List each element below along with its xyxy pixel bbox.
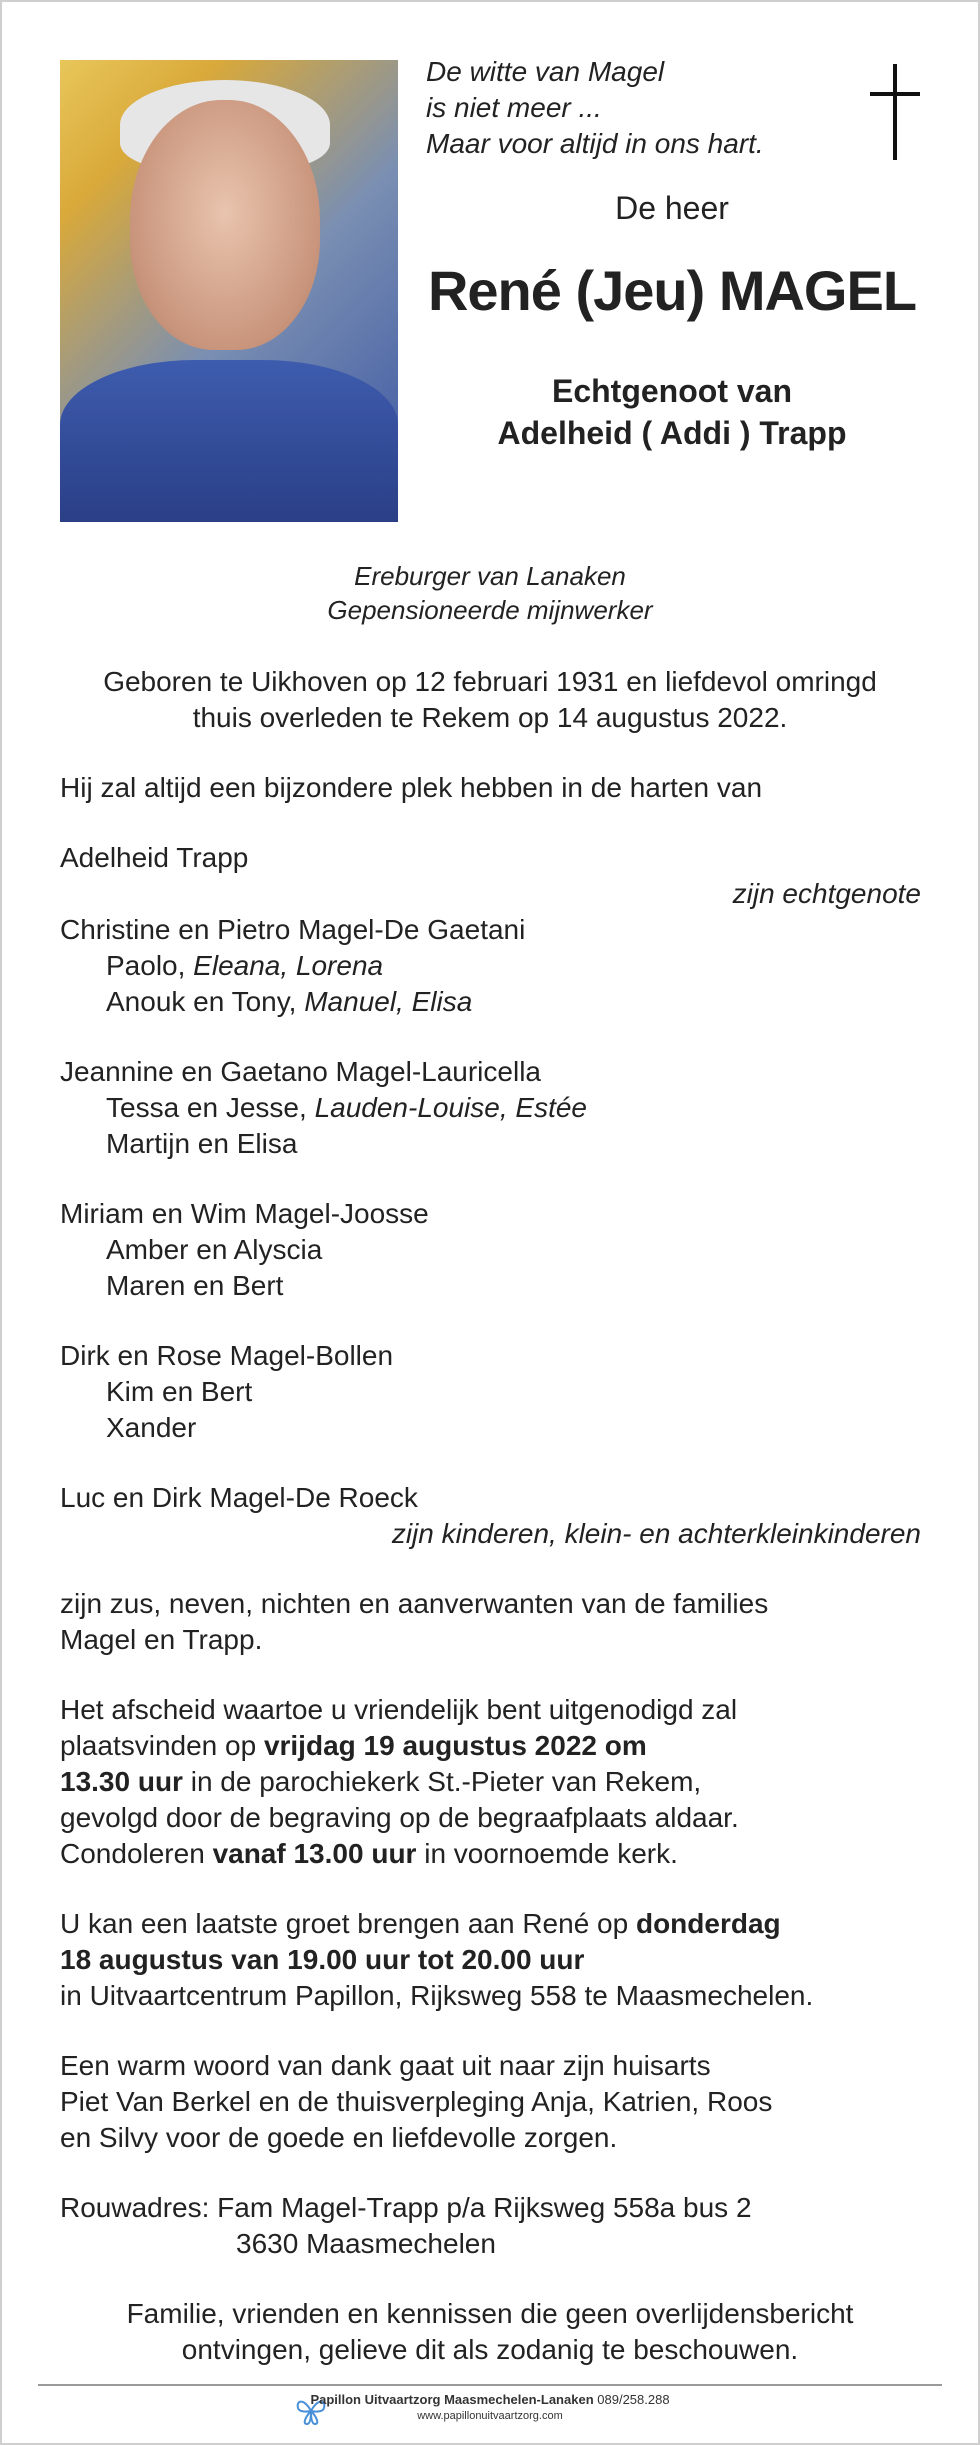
footer-divider xyxy=(38,2384,942,2386)
condolence-time: vanaf 13.00 uur xyxy=(212,1838,417,1869)
member-children: Eleana, Lorena xyxy=(193,950,384,981)
birth-line: Geboren te Uikhoven op 12 februari 1931 en liefdevol omringd xyxy=(103,666,877,697)
family-member xyxy=(106,1126,297,1162)
cross-icon xyxy=(870,64,920,160)
spouse-line: Adelheid ( Addi ) Trapp xyxy=(497,415,847,451)
member-children: Lauden-Louise, Estée xyxy=(314,1092,587,1123)
family-member xyxy=(106,1410,196,1446)
ceremony-line: plaatsvinden op vrijdag 19 augustus 2022 om xyxy=(60,1730,647,1761)
member-text: Anouk en Tony, xyxy=(106,986,305,1017)
poem xyxy=(426,54,764,162)
poem-line: Maar voor altijd in ons hart. xyxy=(426,128,764,159)
poem-line: is niet meer ... xyxy=(426,92,602,123)
member-text: Kim en Bert xyxy=(106,1376,253,1407)
visit-line xyxy=(60,1942,584,1978)
footer xyxy=(2,2392,978,2424)
family-head: Jeannine en Gaetano Magel-Lauricella xyxy=(60,1056,541,1087)
visit-time: 18 augustus van 19.00 uur tot 20.00 uur xyxy=(60,1944,585,1975)
address-line: Rouwadres: Fam Magel-Trapp p/a Rijksweg 558a bus 2 xyxy=(60,2192,752,2223)
portrait-photo xyxy=(60,60,398,522)
spouse-info xyxy=(422,370,922,454)
ceremony-time: 13.30 uur xyxy=(60,1766,183,1797)
relatives-line: zijn zus, neven, nichten en aanverwanten van de families xyxy=(60,1588,769,1619)
deceased-name: René (Jeu) MAGEL xyxy=(427,259,917,322)
thanks-line: en Silvy voor de goede en liefdevolle zorgen. xyxy=(60,2122,618,2153)
member-children: Manuel, Elisa xyxy=(304,986,473,1017)
family-member xyxy=(106,948,383,984)
family-head: Miriam en Wim Magel-Joosse xyxy=(60,1198,429,1229)
visit-day: donderdag xyxy=(635,1908,781,1939)
family-member xyxy=(106,1090,587,1126)
salutation: De heer xyxy=(615,190,729,226)
member-text: Xander xyxy=(106,1412,197,1443)
member-text: Tessa en Jesse, xyxy=(106,1092,315,1123)
footer-phone: 089/258.288 xyxy=(597,2392,670,2407)
family-member xyxy=(106,984,472,1020)
thanks-line: Een warm woord van dank gaat uit naar zijn huisarts xyxy=(60,2050,711,2081)
member-text: Amber en Alyscia xyxy=(106,1234,323,1265)
title-line: Gepensioneerde mijnwerker xyxy=(327,595,653,625)
ceremony-date: vrijdag 19 augustus 2022 om xyxy=(263,1730,647,1761)
family-head: Christine en Pietro Magel-De Gaetani xyxy=(60,914,526,945)
relatives-line: Magel en Trapp. xyxy=(60,1624,263,1655)
footer-website[interactable]: www.papillonuitvaartzorg.com xyxy=(417,2410,563,2422)
family-head: Dirk en Rose Magel-Bollen xyxy=(60,1340,394,1371)
closing-line: Familie, vrienden en kennissen die geen overlijdensbericht xyxy=(126,2298,854,2329)
family-member xyxy=(106,1374,252,1410)
ceremony-line: 13.30 uur in de parochiekerk St.-Pieter van Rekem, xyxy=(60,1766,702,1797)
spouse-line: Echtgenoot van xyxy=(551,373,792,409)
visit-line: U kan een laatste groet brengen aan René op donderdag xyxy=(60,1908,781,1939)
birth-line: thuis overleden te Rekem op 14 augustus 2022. xyxy=(192,702,788,733)
member-text: Paolo, xyxy=(106,950,194,981)
ceremony-line: gevolgd door de begraving op de begraafplaats aldaar. xyxy=(60,1802,739,1833)
ceremony-line: Condoleren vanaf 13.00 uur in voornoemde kerk. xyxy=(60,1838,678,1869)
member-text: Maren en Bert xyxy=(106,1270,284,1301)
ceremony-line: Het afscheid waartoe u vriendelijk bent uitgenodigd zal xyxy=(60,1694,738,1725)
poem-line: De witte van Magel xyxy=(426,56,665,87)
thanks-line: Piet Van Berkel en de thuisverpleging Anja, Katrien, Roos xyxy=(60,2086,773,2117)
family-member xyxy=(106,1268,283,1304)
intro-text: Hij zal altijd een bijzondere plek hebben in de harten van xyxy=(60,772,763,803)
address-city: 3630 Maasmechelen xyxy=(236,2228,496,2259)
member-text: Martijn en Elisa xyxy=(106,1128,298,1159)
visit-line: in Uitvaartcentrum Papillon, Rijksweg 558 te Maasmechelen. xyxy=(60,1980,814,2011)
closing-line: ontvingen, gelieve dit als zodanig te beschouwen. xyxy=(181,2334,799,2365)
family-member xyxy=(106,1232,322,1268)
wife-role: zijn echtgenote xyxy=(732,878,921,909)
footer-company: Papillon Uitvaartzorg Maasmechelen-Lanaken xyxy=(310,2392,594,2407)
family-head: Luc en Dirk Magel-De Roeck xyxy=(60,1482,418,1513)
title-line: Ereburger van Lanaken xyxy=(354,561,626,591)
children-role: zijn kinderen, klein- en achterkleinkinderen xyxy=(391,1518,921,1549)
wife-name: Adelheid Trapp xyxy=(60,842,249,873)
